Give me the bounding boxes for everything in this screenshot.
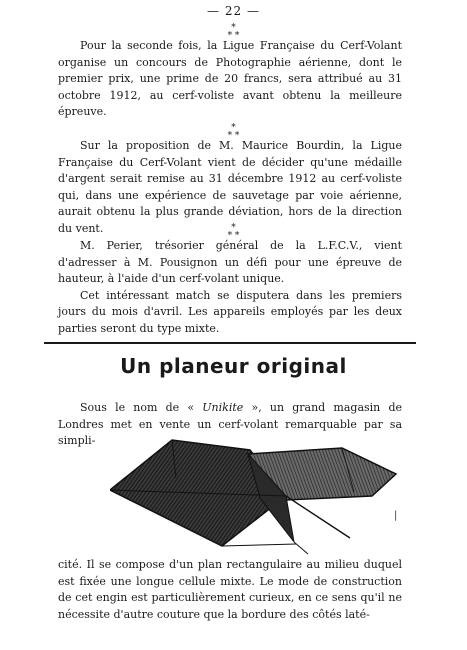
section-separator: * * * [227, 123, 240, 141]
section-rule [44, 342, 416, 344]
paragraph-text: Sur la proposition de M. Maurice Bourdin, la Ligue Française du Cerf-Volant vient de décider qu'une médaille d'argent serait remise au 31 décembre 1912 au cerf-voliste qui, dans une expérience de sauvetage par voie aérienne, aurait obtenu la plus grande déviation, hors de la direction du vent. [58, 139, 402, 235]
paragraph-photo-contest [58, 38, 402, 121]
margin-mark: | [394, 510, 398, 521]
paragraph-text: M. Perier, trésorier général de la L.F.C.V., vient d'adresser à M. Pousignon un défi pour une épreuve de hauteur, à l'aide d'un cerf-volant unique. [58, 239, 402, 286]
paragraph-medal [58, 138, 402, 238]
product-name: Unikite [202, 401, 244, 414]
paragraph-unikite-description [58, 557, 402, 623]
paragraph-text: Pour la seconde fois, la Ligue Française du Cerf-Volant organise un concours de Photographie aérienne, dont le premier prix, une prime de 20 francs, sera attribué au 31 octobre 1912, au cerf-voliste avant obtenu la meilleure épreuve. [58, 39, 402, 119]
page-number: — 22 — [207, 4, 260, 18]
kite-illustration [110, 438, 400, 558]
paragraph-text: cité. Il se compose d'un plan rectangulaire au milieu duquel est fixée une longue cellule mixte. Le mode de construction de cet engin est particulièrement curieux, en ce sens qu'il ne nécessite d'autre couture que la bordure des côtés laté- [58, 558, 402, 621]
article-heading: Un planeur original [120, 354, 347, 378]
section-separator: * * * [227, 23, 240, 41]
paragraph-text: Cet intéressant match se disputera dans les premiers jours du mois d'avril. Les appareils employés par les deux parties seront du type mixte. [58, 288, 402, 335]
paragraph-text: Sous le nom de « Unikite », un grand magasin de Londres met en vente un cerf-volant remarquable par sa simpli- [58, 401, 402, 448]
section-separator: * * * [227, 223, 240, 241]
paragraph-challenge [58, 238, 402, 338]
